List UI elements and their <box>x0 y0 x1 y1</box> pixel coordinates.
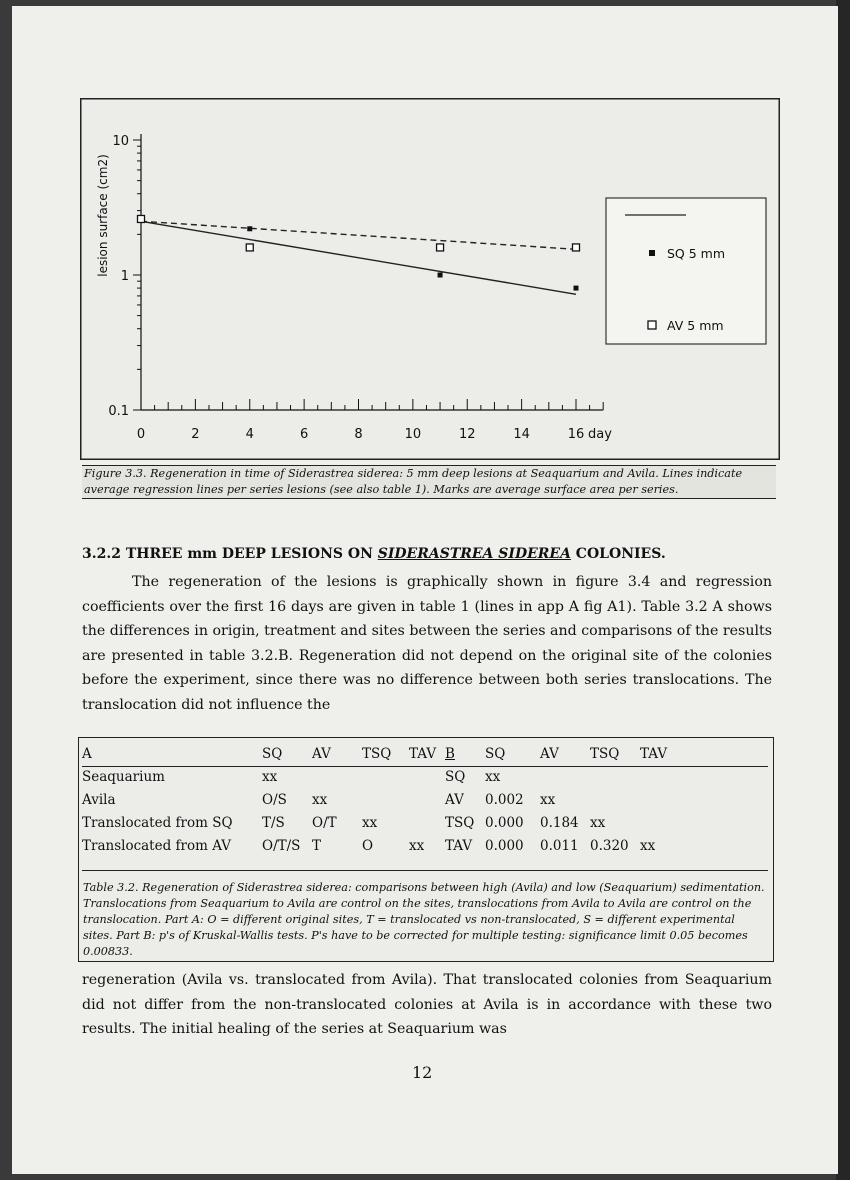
x-tick-label: 4 <box>245 427 254 442</box>
data-point-sq <box>574 286 579 291</box>
figure-caption: Figure 3.3. Regeneration in time of Siderastrea siderea: 5 mm deep lesions at Seaquarium and Avila. Lines indicate average regression lines per series lesions (see also table 1). Marks are average surface area per series. <box>82 465 776 499</box>
x-tick-label: 2 <box>191 427 200 442</box>
table-bottom-rule <box>82 870 768 871</box>
col-header: SQ <box>485 745 506 762</box>
col-header: TSQ <box>362 745 392 762</box>
data-point-sq <box>247 226 252 231</box>
part-a-label: A <box>82 745 92 762</box>
table-caption: Table 3.2. Regeneration of Siderastrea siderea: comparisons between high (Avila) and low (Seaquarium) sedimentation. Translocations from Seaquarium to Avila are control on the sites, translocations from Avila to Avila are control on the translocation. Part A: O = different original sites, T = translocated vs non-translocated, S = different experimental sites. Part B: p's of Kruskal-Wallis tests. P's have to be corrected for multiple testing: significance limit 0.05 becomes 0.00833. <box>83 881 765 958</box>
heading-species: SIDERASTREA SIDEREA <box>377 546 571 562</box>
heading-prefix: 3.2.2 THREE mm DEEP LESIONS ON <box>82 546 378 562</box>
y-tick-label: 0.1 <box>108 404 129 419</box>
x-tick-label: 12 <box>458 427 476 442</box>
col-header: AV <box>312 745 331 762</box>
legend-marker-av <box>648 321 656 329</box>
legend-marker-sq <box>649 250 655 256</box>
table-row: Seaquarium xx SQ xx <box>82 768 501 785</box>
col-header: TAV <box>409 745 437 762</box>
figure-3-3-chart <box>80 98 780 460</box>
data-point-av <box>437 244 444 251</box>
table-3-2 <box>78 737 774 962</box>
comparison-table <box>82 742 730 857</box>
x-tick-label: 6 <box>299 427 309 442</box>
table-row: Translocated from AV O/T/S T O xx TAV 0.000 0.011 0.320 xx <box>82 837 656 854</box>
x-tick-label: 14 <box>513 427 530 442</box>
col-header: AV <box>540 745 559 762</box>
part-b-label: B <box>445 745 455 762</box>
col-header: TSQ <box>590 745 620 762</box>
col-header: SQ <box>262 745 283 762</box>
y-tick-label: 1 <box>120 269 129 284</box>
table-row: Translocated from SQ T/S O/T xx TSQ 0.000 0.184 xx <box>82 814 606 831</box>
data-point-av <box>573 244 580 251</box>
paragraph-2: regeneration (Avila vs. translocated from Avila). That translocated colonies from Seaquarium did not differ from the non-translocated colonies at Avila is in accordance with these two results. The initial healing of the series at Seaquarium was <box>82 972 772 1037</box>
y-axis-label: lesion surface (cm2) <box>96 154 110 277</box>
section-heading <box>82 546 666 562</box>
page-edge-shadow <box>836 0 850 1180</box>
y-tick-label: 10 <box>112 134 129 149</box>
legend-label: AV 5 mm <box>667 318 724 333</box>
data-point-av <box>246 244 253 251</box>
x-axis-label: day <box>588 427 612 442</box>
table-header-row <box>82 742 730 765</box>
page-number: 12 <box>412 1063 433 1082</box>
legend-label: SQ 5 mm <box>667 246 726 261</box>
x-tick-label: 10 <box>404 427 422 442</box>
table-row: Avila O/S xx AV 0.002 xx <box>82 791 556 808</box>
heading-suffix: COLONIES. <box>570 546 666 562</box>
table-header-rule <box>82 766 768 767</box>
x-tick-label: 16 <box>567 427 585 442</box>
col-header: TAV <box>640 745 668 762</box>
x-tick-label: 0 <box>136 427 146 442</box>
paragraph-1: The regeneration of the lesions is graphically shown in figure 3.4 and regression coefficients over the first 16 days are given in table 1 (lines in app A fig A1). Table 3.2 A shows the differences in origin, treatment and sites between the series and comparisons of the results are presented in table 3.2.B. Regeneration did not depend on the original site of the colonies before the experiment, since there was no difference between both series translocations. The translocation did not influence the <box>82 574 772 713</box>
data-point-av <box>138 215 145 222</box>
x-tick-label: 8 <box>354 427 363 442</box>
data-point-sq <box>438 273 443 278</box>
